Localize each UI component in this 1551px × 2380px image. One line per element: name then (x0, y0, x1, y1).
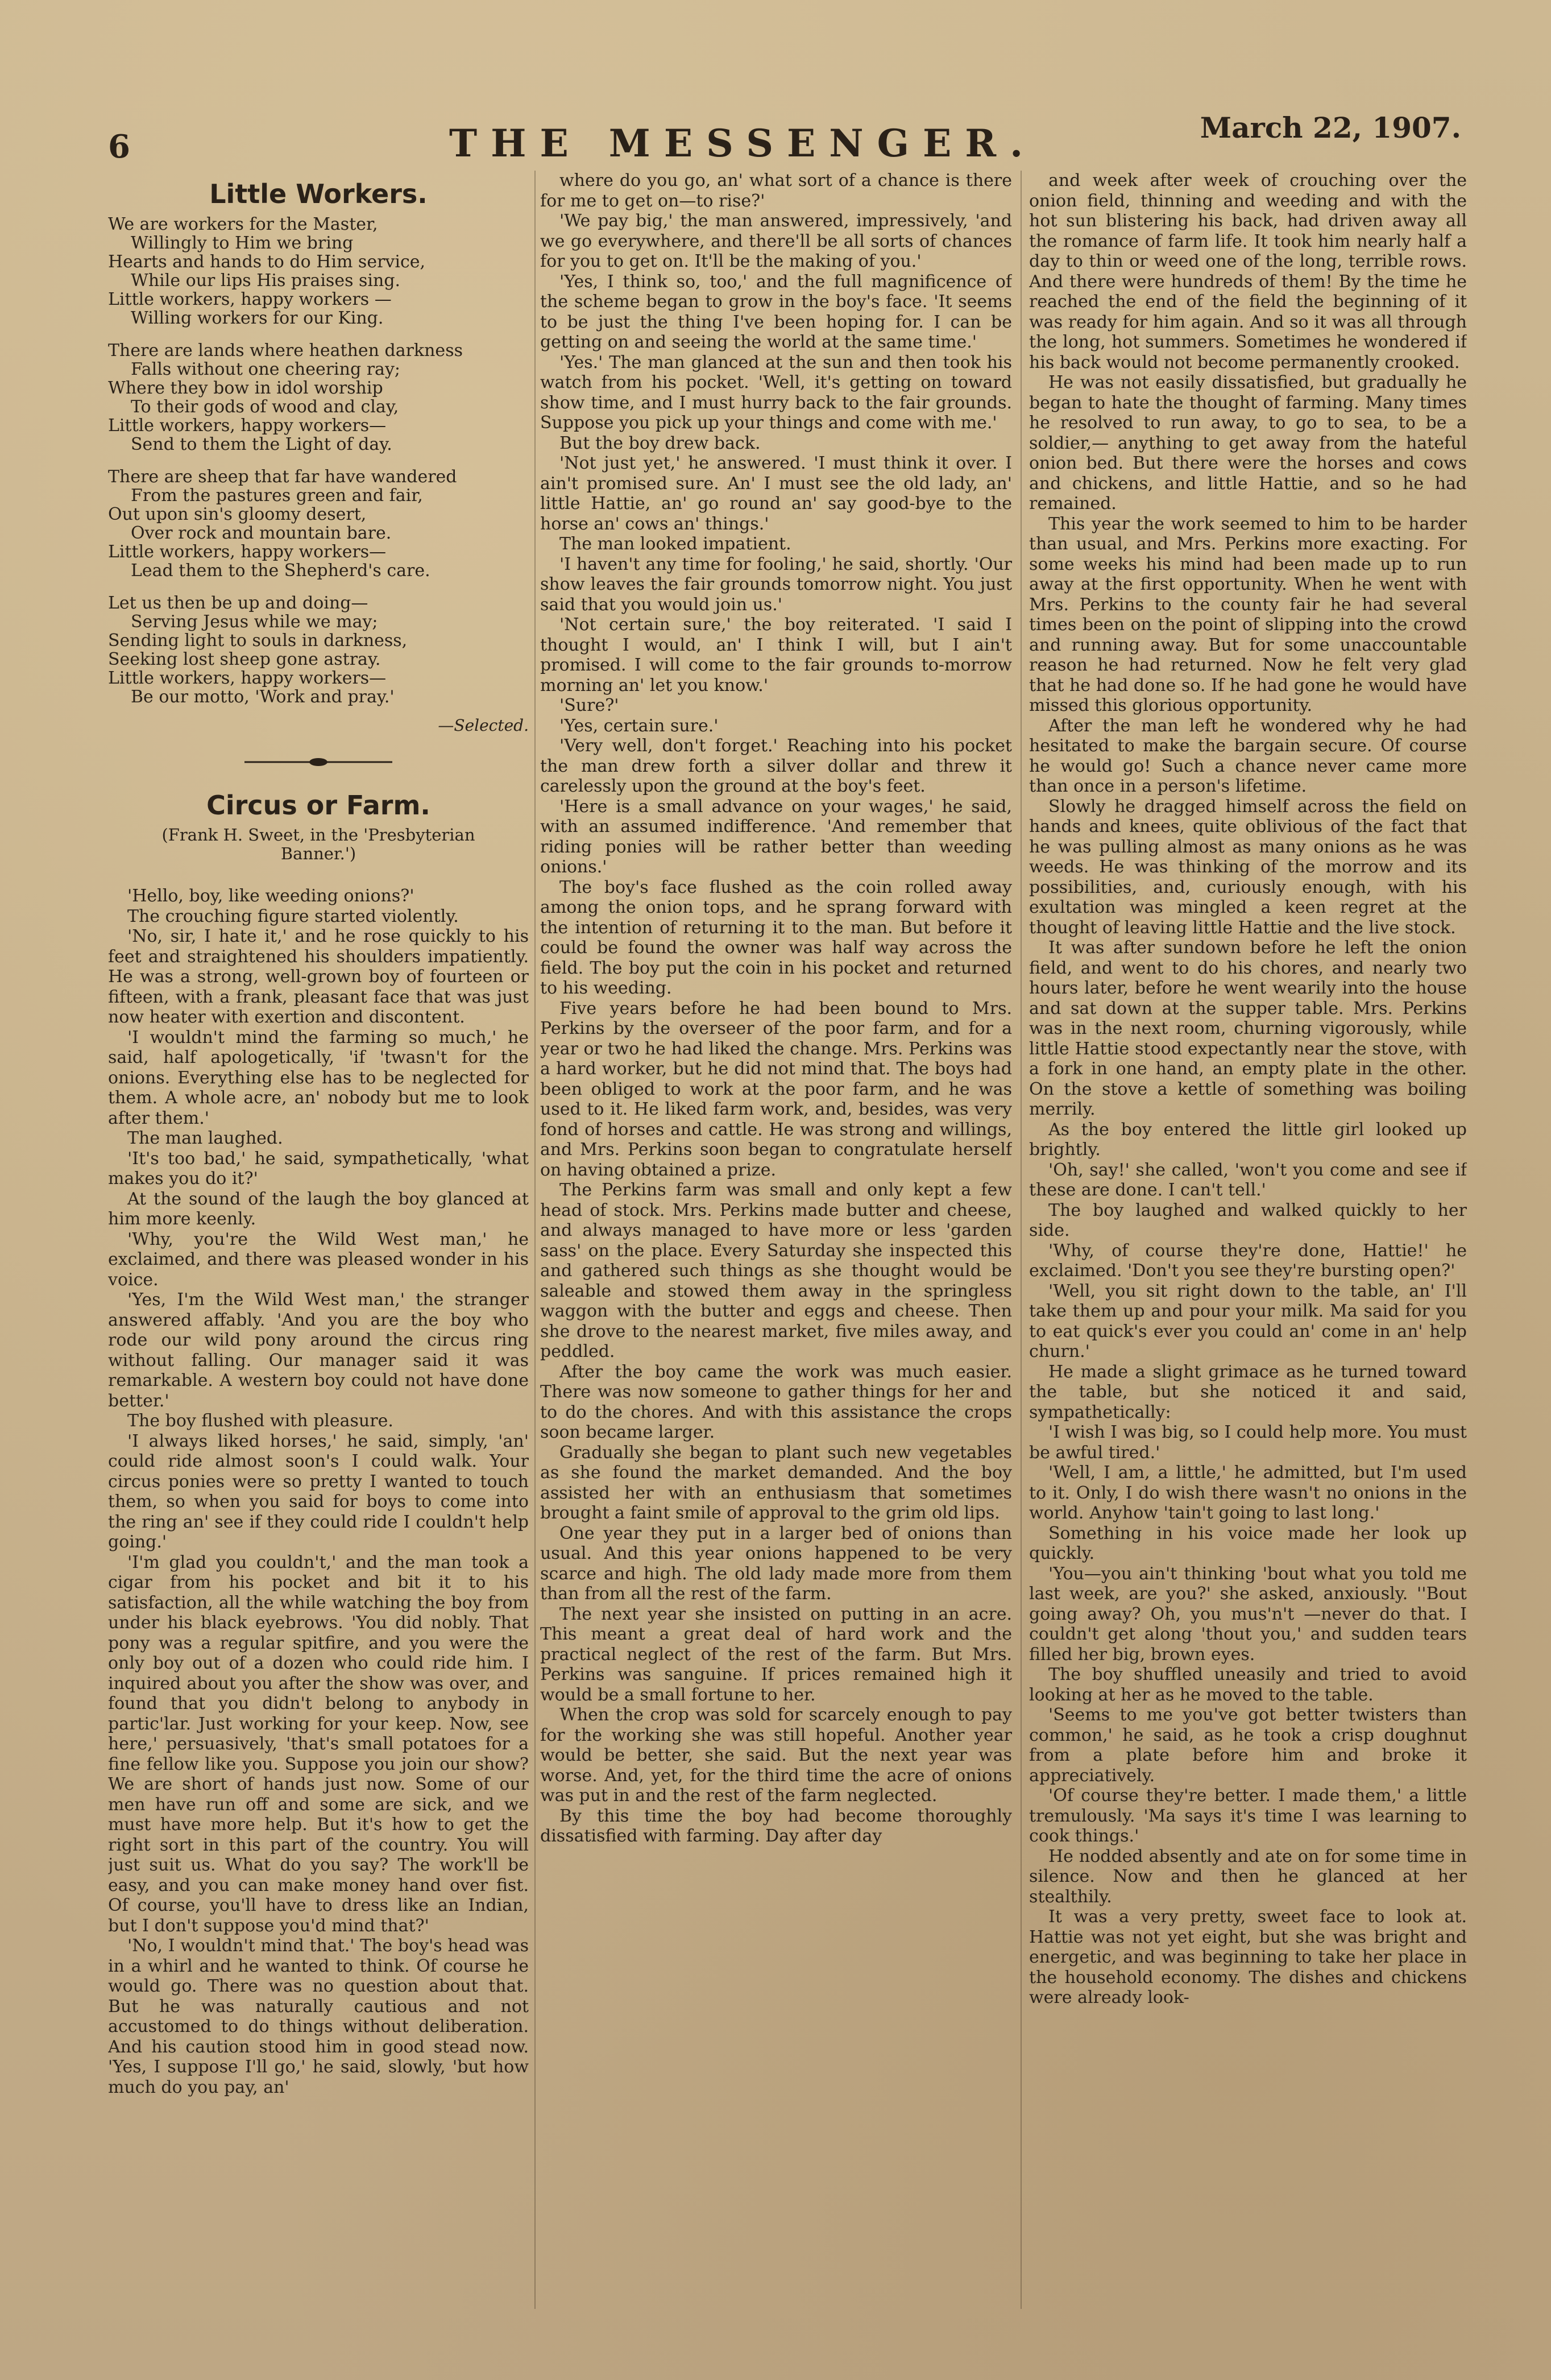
ornament-rule-icon (244, 756, 392, 768)
story-paragraph: where do you go, an' what sort of a chance is there for me to get on—to rise?' (540, 171, 1012, 211)
story-paragraph: 'No, sir, I hate it,' and he rose quickly to his feet and straightened his shoulders impatiently. He was a strong, well-grown boy of fourteen or fifteen, with a frank, pleasant face that was just now heater with exertion and discontent. (108, 926, 529, 1027)
poem-signature: —Selected. (438, 715, 529, 735)
story-paragraph: 'Oh, say!' she called, 'won't you come and see if these are done. I can't tell.' (1029, 1160, 1467, 1200)
poem-line: Over rock and mountain bare. (131, 523, 392, 543)
poem-line: Let us then be up and doing— (108, 593, 368, 613)
poem-line: Falls without one cheering ray; (131, 359, 400, 379)
story-paragraph: 'We pay big,' the man answered, impressively, 'and we go everywhere, and there'll be all sorts of chances for you to get on. It'll be the making of you.' (540, 211, 1012, 271)
story-paragraph: 'Not just yet,' he answered. 'I must think it over. I ain't promised sure. An' I must see the old lady, an' little Hattie, an' go round an' say good-bye to the horse an' cows an' things.' (540, 453, 1012, 534)
story-paragraph: He was not easily dissatisfied, but gradually he began to hate the thought of farming. Many times he resolved to run away, to go to sea, to be a soldier,— anything to get away from the hateful onion bed. But there were the horses and cows and chickens, and little Hattie, and so he had remained. (1029, 372, 1467, 514)
story-paragraph: 'Sure?' (559, 696, 619, 715)
story-paragraph: This year the work seemed to him to be harder than usual, and Mrs. Perkins more exacting. For some weeks his mind had been made up to run away at the first opportunity. When he went with Mrs. Perkins to the county fair he had several times been on the point of slipping into the crowd and running away. But for some unaccountable reason he had returned. Now he felt very glad that he had done so. If he had gone he would have missed this glorious opportunity. (1029, 514, 1467, 715)
story-paragraph: Five years before he had been bound to Mrs. Perkins by the overseer of the poor farm, and for a year or two he had liked the change. Mrs. Perkins was a hard worker, but he did not mind that. The boys had been obliged to work at the poor farm, and he was used to it. He liked farm work, and, besides, was very fond of horses and cattle. He was strong and willings, and Mrs. Perkins soon began to congratulate herself on having obtained a prize. (540, 998, 1012, 1180)
story-paragraph: 'Well, I am, a little,' he admitted, but I'm used to it. Only, I do wish there wasn't no onions in the world. Anyhow 'tain't going to last long.' (1029, 1463, 1467, 1523)
column-1 (108, 171, 529, 2309)
story-paragraph: 'Yes.' The man glanced at the sun and then took his watch from his pocket. 'Well, it's getting on toward show time, and I must hurry back to the fair grounds. Suppose you pick up your things and come with me.' (540, 352, 1012, 433)
story-paragraph: The Perkins farm was small and only kept a few head of stock. Mrs. Perkins made butter and cheese, and always managed to have more or less 'garden sass' on the place. Every Saturday she inspected this and gathered such things as she thought would be saleable and stowed them away in the springless waggon with the butter and eggs and cheese. Then she drove to the nearest market, five miles away, and peddled. (540, 1180, 1012, 1361)
story-paragraph: The man looked impatient. (559, 534, 791, 554)
story-body-col3 (1029, 171, 1467, 2008)
story-paragraph: He nodded absently and ate on for some time in silence. Now and then he glanced at her stealthily. (1029, 1846, 1467, 1907)
story-paragraph: 'Of course they're better. I made them,' a little tremulously. 'Ma says it's time I was learning to cook things.' (1029, 1786, 1467, 1846)
poem-line: Send to them the Light of day. (131, 434, 392, 454)
story-paragraph: and week after week of crouching over the onion field, thinning and weeding and with the hot sun blistering his back, had driven away all the romance of farm life. It took him nearly half a day to thin or weed one of the long, terrible rows. And there were hundreds of them! By the time he reached the end of the field the beginning of it was ready for him again. And so it was all through the long, hot summers. Sometimes he wondered if his back would not become permanently crooked. (1029, 171, 1467, 372)
poem-line: Little workers, happy workers— (108, 415, 387, 436)
story-paragraph: The boy shuffled uneasily and tried to avoid looking at her as he moved to the table. (1029, 1665, 1467, 1705)
story-paragraph: One year they put in a larger bed of onions than usual. And this year onions happened to be very scarce and high. The old lady made more from them than from all the rest of the farm. (540, 1523, 1012, 1604)
poem-line: We are workers for the Master, (108, 214, 378, 234)
story-paragraph: After the boy came the work was much easier. There was now someone to gather things for her and to do the chores. And with this assistance the crops soon became larger. (540, 1361, 1012, 1442)
masthead (108, 111, 1473, 168)
story-paragraph: But the boy drew back. (559, 433, 761, 453)
poem-title: Little Workers. (209, 179, 428, 209)
story-paragraph: 'Why, of course they're done, Hattie!' he exclaimed. 'Don't you see they're bursting open?' (1029, 1240, 1467, 1281)
story-paragraph: 'Well, you sit right down to the table, an' I'll take them up and pour your milk. Ma said for you to eat quick's ever you could an' come in an' help churn.' (1029, 1281, 1467, 1361)
story-byline: (Frank H. Sweet, in the 'Presbyterian Banner.') (161, 825, 475, 863)
poem-line: Little workers, happy workers — (108, 289, 392, 309)
story-paragraph: As the boy entered the little girl looked up brightly. (1029, 1119, 1467, 1160)
column-2 (540, 171, 1012, 2309)
story-paragraph: Slowly he dragged himself across the field on hands and knees, quite oblivious of the fact that he was pulling almost as many onions as he was weeds. He was thinking of the morrow and its possibilities, and, curiously enough, with his exultation was mingled a keen regret at the thought of leaving little Hattie and the live stock. (1029, 796, 1467, 938)
poem-line: Hearts and hands to do Him service, (108, 251, 426, 272)
story-paragraph: 'Very well, don't forget.' Reaching into his pocket the man drew forth a silver dollar and threw it carelessly upon the ground at the boy's feet. (540, 736, 1012, 796)
story-paragraph: 'No, I wouldn't mind that.' The boy's head was in a whirl and he wanted to think. Of course he would go. There was no question about that. But he was naturally cautious and not accustomed to do things without deliberation. And his caution stood him in good stead now. 'Yes, I suppose I'll go,' he said, slowly, 'but how much do you pay, an' (108, 1936, 529, 2097)
story-body-col2 (540, 171, 1012, 1847)
story-paragraph: The man laughed. (127, 1128, 283, 1148)
story-paragraph: 'Not certain sure,' the boy reiterated. 'I said I thought I would, an' I think I will, but I ain't promised. I will come to the fair grounds to-morrow morning an' let you know.' (540, 615, 1012, 696)
poem-line: Willing workers for our King. (131, 308, 384, 328)
story-paragraph: 'It's too bad,' he said, sympathetically, 'what makes you do it?' (108, 1148, 529, 1189)
story-paragraph: After the man left he wondered why he had hesitated to make the bargain secure. Of course he would go! Such a chance never came more than once in a person's lifetime. (1029, 715, 1467, 796)
story-paragraph: 'Here is a small advance on your wages,' he said, with an assumed indifference. 'And remember that riding ponies will be rather better than weeding onions.' (540, 796, 1012, 877)
column-rule (1021, 171, 1022, 2309)
story-paragraph: 'Why, you're the Wild West man,' he exclaimed, and there was pleased wonder in his voice. (108, 1229, 529, 1290)
story-paragraph: The boy's face flushed as the coin rolled away among the onion tops, and he sprang forward with the intention of returning it to the man. But before it could be found the owner was half way across the field. The boy put the coin in his pocket and returned to his weeding. (540, 877, 1012, 998)
story-paragraph: The boy flushed with pleasure. (127, 1411, 393, 1431)
story-paragraph: 'You—you ain't thinking 'bout what you told me last week, are you?' she asked, anxiously. ''Bout going away? Oh, you mus'n't —never do that. I couldn't get along 'thout you,' and sudden tears filled her big, brown eyes. (1029, 1563, 1467, 1665)
poem-line: Seeking lost sheep gone astray. (108, 649, 381, 669)
story-paragraph: 'I wish I was big, so I could help more. You must be awful tired.' (1029, 1422, 1467, 1463)
poem-stanza (108, 341, 529, 454)
poem-line: There are sheep that far have wandered (108, 466, 457, 487)
page-number: 6 (108, 128, 130, 165)
poem-line: Serving Jesus while we may; (131, 611, 378, 632)
poem-line: Lead them to the Shepherd's care. (131, 560, 430, 581)
story-paragraph: 'Yes, I'm the Wild West man,' the stranger answered affably. 'And you are the boy who rode our wild pony around the circus ring without falling. Our manager said it was remarkable. A western boy could not have done better.' (108, 1290, 529, 1411)
poem-line: While our lips His praises sing. (131, 270, 401, 291)
story-paragraph: 'Hello, boy, like weeding onions?' (127, 886, 414, 906)
story-paragraph: He made a slight grimace as he turned toward the table, but she noticed it and said, sympathetically: (1029, 1361, 1467, 1422)
story-paragraph: 'Yes, I think so, too,' and the full magnificence of the scheme began to grow in the boy's face. 'It seems to be just the thing I've been hoping for. I can be getting on and seeing the world at the same time.' (540, 271, 1012, 352)
story-paragraph: 'I wouldn't mind the farming so much,' he said, half apologetically, 'if 'twasn't for the onions. Everything else has to be neglected for them. A whole acre, an' nobody but me to look after them.' (108, 1027, 529, 1128)
poem-line: Where they bow in idol worship (108, 378, 383, 398)
column-3 (1029, 171, 1467, 2309)
paper-title: THE MESSENGER. (449, 121, 1037, 165)
column-rule (534, 171, 536, 2309)
story-paragraph: 'Seems to me you've got better twisters than common,' he said, as he took a crisp doughnut from a plate before him and broke it appreciatively. (1029, 1705, 1467, 1786)
story-paragraph: At the sound of the laugh the boy glanced at him more keenly. (108, 1189, 529, 1229)
poem-line: Sending light to souls in darkness, (108, 630, 408, 651)
story-paragraph: The crouching figure started violently. (127, 906, 459, 926)
story-paragraph: By this time the boy had become thoroughly dissatisfied with farming. Day after day (540, 1806, 1012, 1846)
story-paragraph: The boy laughed and walked quickly to her side. (1029, 1200, 1467, 1240)
poem-line: Be our motto, 'Work and pray.' (131, 686, 395, 707)
section-divider (108, 752, 529, 773)
story-paragraph: 'I haven't any time for fooling,' he said, shortly. 'Our show leaves the fair grounds tomorrow night. You just said that you would join us.' (540, 554, 1012, 615)
poem-stanza (108, 467, 529, 580)
story-paragraph: It was a very pretty, sweet face to look at. Hattie was not yet eight, but she was bright and energetic, and was beginning to take her place in the household economy. The dishes and chickens were already look- (1029, 1907, 1467, 2008)
poem-line: Out upon sin's gloomy desert, (108, 504, 367, 524)
story-title: Circus or Farm. (206, 789, 430, 821)
poem-line: Little workers, happy workers— (108, 668, 387, 688)
story-paragraph: Gradually she began to plant such new vegetables as she found the market demanded. And the boy assisted her with an enthusiasm that sometimes brought a faint smile of approval to the grim old lips. (540, 1442, 1012, 1523)
story-paragraph: It was after sundown before he left the onion field, and went to do his chores, and nearly two hours later, before he went wearily into the house and sat down at the supper table. Mrs. Perkins was in the next room, churning vigorously, while little Hattie stood expectantly near the stove, with a fork in one hand, an empty plate in the other. On the stove a kettle of something was boiling merrily. (1029, 938, 1467, 1119)
poem-line: Willingly to Him we bring (131, 233, 354, 253)
poem-line: Little workers, happy workers— (108, 541, 387, 562)
story-paragraph: The next year she insisted on putting in an acre. This meant a great deal of hard work and the practical neglect of the rest of the farm. But Mrs. Perkins was sanguine. If prices remained high it would be a small fortune to her. (540, 1604, 1012, 1705)
story-paragraph: Something in his voice made her look up quickly. (1029, 1523, 1467, 1563)
poem-stanza (108, 215, 529, 328)
poem-line: From the pastures green and fair, (131, 485, 423, 506)
story-paragraph: When the crop was sold for scarcely enough to pay for the working she was still hopeful. Another year would be better, she said. But the next year was worse. And, yet, for the third time the acre of onions was put in and the rest of the farm neglected. (540, 1705, 1012, 1806)
issue-date: March 22, 1907. (1200, 111, 1461, 144)
story-paragraph: 'I'm glad you couldn't,' and the man took a cigar from his pocket and bit it to his satisfaction, all the while watching the boy from under his black eyebrows. 'You did nobly. That pony was a regular spitfire, and you were the only boy out of a dozen who could ride him. I inquired about you after the show was over, and found that you didn't belong to anybody in partic'lar. Just working for your keep. Now, see here,' persuasively, 'that's small potatoes for a fine fellow like you. Suppose you join our show? We are short of hands just now. Some of our men have run off and some are sick, and we must have more help. But it's how to get the right sort in this part of the country. You will just suit us. What do you say? The work'll be easy, and you can make money hand over fist. Of course, you'll have to dress like an Indian, but I don't suppose you'd mind that?' (108, 1552, 529, 1936)
story-paragraph: 'I always liked horses,' he said, simply, 'an' could ride almost soon's I could walk. Your circus ponies were so pretty I wanted to touch them, so when you said for boys to come into the ring an' see if they could ride I couldn't help going.' (108, 1431, 529, 1552)
story-body-col1 (108, 886, 529, 2097)
poem-stanza (108, 594, 529, 706)
story-paragraph: 'Yes, certain sure.' (559, 715, 719, 736)
poem-line: There are lands where heathen darkness (108, 340, 463, 361)
poem-line: To their gods of wood and clay, (131, 396, 399, 417)
